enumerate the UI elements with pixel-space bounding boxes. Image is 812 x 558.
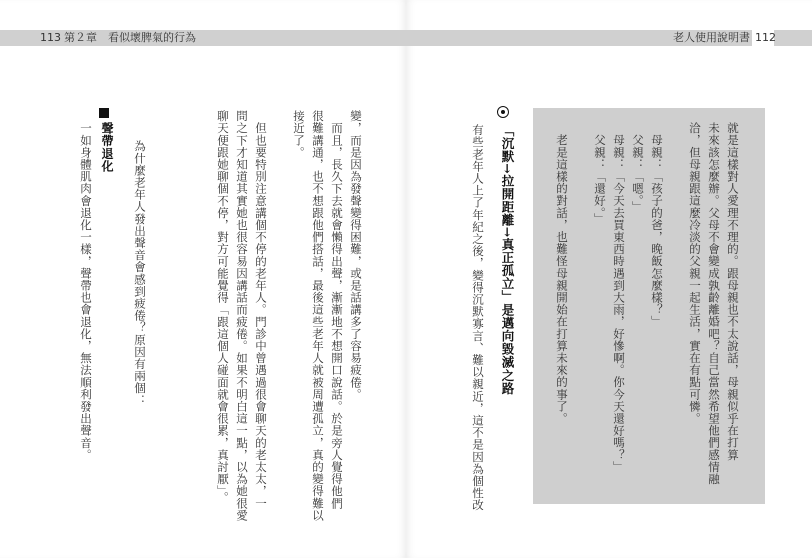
left-page-number: 113 [40,31,61,44]
right-running-header [406,30,812,46]
subheading: 聲帶退化 [100,122,114,173]
body-line: 而且，長久下去就會懶得出聲，漸漸地不想開口說話。於是旁人覺得他們 [330,110,344,510]
dialogue-line: 洽，但母親跟這麼冷淡的父親一起生活，實在有點可憐。 [688,122,702,425]
right-page-number: 112 [755,31,776,44]
left-chapter-title: 第２章 看似壞脾氣的行為 [64,31,196,44]
section-bullet-icon [497,106,509,118]
body-line: 問之下才知道其實她也很容易因講話而疲倦。如果不明白這一點，以為她很愛 [235,110,249,522]
right-book-title: 老人使用說明書 [673,31,750,44]
sub-body-line: 一如身體肌肉會退化一樣，聲帶也會退化，無法順利發出聲音。 [79,110,93,461]
dialogue-line: 未來該怎麼辦。父母不會變成孰齡離婚吧？自己當然希望他們感情融 [707,122,721,485]
dialogue-line: 母親：「孩子的爸，晚飯怎麼樣？」 [650,122,664,328]
dialogue-line: 老是這樣的對話，也難怪母親開始在打算未來的事了。 [555,122,569,425]
dialogue-line: 就是這樣對人愛理不理的。跟母親也不太說話，母親似乎在打算 [726,122,740,461]
subheading-bullet-icon [99,108,109,118]
body-line: 但也要特別注意講個不停的老年人。門診中曾遇過很會聊天的老太太，一 [254,110,268,510]
body-line: 聊天便跟她聊個不停，對方可能覺得「跟這個人碰面就會很累，真討厭」。 [216,110,230,504]
body-line: 變，而是因為發聲變得困難，或是話講多了容易疲倦。 [349,110,363,401]
body-line: 很難講通，也不想跟他們搭話，最後這些老年人就被周遭孤立，真的變得難以 [311,110,325,522]
dialogue-line: 父親：「還好。」 [593,122,607,226]
body-line: 為什麼老年人發出聲音會感到疲倦？原因有兩個： [133,128,147,407]
body-line: 有些老年人上了年紀之後，變得沉默寡言、難以親近，這不是因為個性改 [471,124,485,512]
dialogue-line: 父親：「嗯。」 [631,122,645,214]
left-running-header [0,30,406,46]
section-heading: 「沉默→拉開距離→真正孤立」是邁向毀滅之路 [500,124,515,396]
dialogue-line: 母親：「今天去買東西時遇到大雨，好慘啊。你今天還好嗎？」 [612,122,626,473]
body-line: 接近了。 [292,110,306,159]
